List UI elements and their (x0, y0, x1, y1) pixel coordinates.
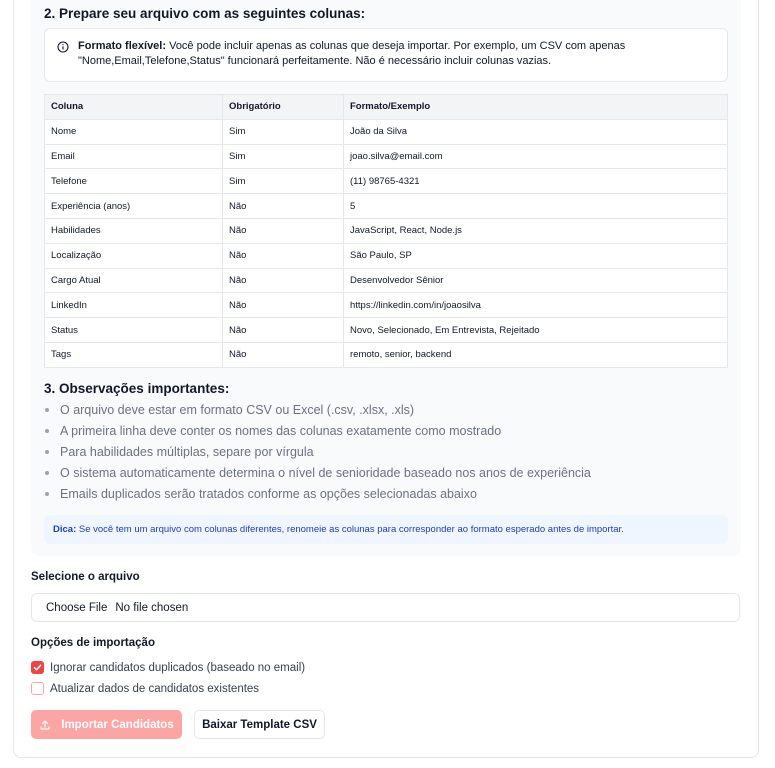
cell-column: Tags (45, 342, 223, 367)
table-row (45, 218, 728, 243)
info-circle-icon (57, 41, 69, 53)
import-button-label: Importar Candidatos (61, 718, 174, 731)
cell-column: Experiência (anos) (45, 194, 223, 219)
notes-list (44, 401, 591, 506)
table-row (45, 194, 728, 219)
cell-required: Não (223, 293, 344, 318)
cell-required: Não (223, 342, 344, 367)
update-existing-checkbox[interactable] (31, 682, 44, 695)
cell-example: joao.silva@email.com (344, 144, 728, 169)
list-item: A primeira linha deve conter os nomes das colunas exatamente como mostrado (44, 422, 591, 443)
cell-required: Sim (223, 169, 344, 194)
update-existing-label: Atualizar dados de candidatos existentes (50, 682, 260, 695)
download-template-button[interactable]: Baixar Template CSV (194, 710, 325, 739)
ignore-duplicates-checkbox[interactable] (31, 661, 44, 674)
cell-example: (11) 98765-4321 (344, 169, 728, 194)
cell-required: Não (223, 218, 344, 243)
header-coluna: Coluna (45, 95, 223, 120)
flexible-format-alert (44, 28, 728, 82)
header-formato: Formato/Exemplo (344, 95, 728, 120)
import-candidates-button[interactable] (31, 710, 182, 739)
cell-example: https://linkedin.com/in/joaosilva (344, 293, 728, 318)
table-row (45, 318, 728, 343)
cell-required: Sim (223, 144, 344, 169)
cell-example: 5 (344, 194, 728, 219)
cell-column: Localização (45, 243, 223, 268)
section-2-title: 2. Prepare seu arquivo com as seguintes colunas: (44, 6, 366, 21)
cell-column: Status (45, 318, 223, 343)
cell-example: Desenvolvedor Sênior (344, 268, 728, 293)
cell-column: Telefone (45, 169, 223, 194)
tip-text: Se você tem um arquivo com colunas diferentes, renomeie as colunas para corresponder ao formato esperado antes de importar. (76, 524, 624, 535)
file-label: Selecione o arquivo (31, 571, 140, 583)
cell-example: São Paulo, SP (344, 243, 728, 268)
check-icon (33, 663, 42, 672)
cell-column: Nome (45, 119, 223, 144)
alert-line-2: "Nome,Email,Telefone,Status" funcionará perfeitamente. Não é necessário incluir colunas vazias. (78, 55, 552, 67)
cell-example: João da Silva (344, 119, 728, 144)
file-status: No file chosen (115, 601, 189, 614)
cell-example: remoto, senior, backend (344, 342, 728, 367)
tip-bold: Dica: (53, 524, 77, 535)
table-row (45, 144, 728, 169)
update-existing-option[interactable] (31, 682, 259, 695)
cell-required: Não (223, 268, 344, 293)
cell-required: Não (223, 243, 344, 268)
cell-required: Não (223, 194, 344, 219)
table-row (45, 342, 728, 367)
ignore-duplicates-option[interactable] (31, 661, 305, 674)
cell-column: Cargo Atual (45, 268, 223, 293)
choose-file-button[interactable]: Choose File (46, 601, 108, 614)
header-obrigatorio: Obrigatório (223, 95, 344, 120)
list-item: O sistema automaticamente determina o nível de senioridade baseado nos anos de experiência (44, 464, 591, 485)
table-row (45, 293, 728, 318)
cell-example: JavaScript, React, Node.js (344, 218, 728, 243)
table-row (45, 119, 728, 144)
table-header-row (45, 95, 728, 120)
cell-column: Email (45, 144, 223, 169)
cell-example: Novo, Selecionado, Em Entrevista, Rejeitado (344, 318, 728, 343)
table-row (45, 243, 728, 268)
alert-text-1: Você pode incluir apenas as colunas que deseja importar. Por exemplo, um CSV com apenas (166, 40, 626, 52)
list-item: Para habilidades múltiplas, separe por vírgula (44, 443, 591, 464)
list-item: O arquivo deve estar em formato CSV ou Excel (.csv, .xlsx, .xls) (44, 401, 591, 422)
cell-required: Não (223, 318, 344, 343)
upload-icon (39, 719, 51, 731)
cell-required: Sim (223, 119, 344, 144)
table-row (45, 268, 728, 293)
options-label: Opções de importação (31, 637, 155, 649)
file-input[interactable] (31, 593, 740, 622)
alert-line-1 (78, 39, 715, 54)
tip-box (44, 515, 728, 544)
alert-bold: Formato flexível: (78, 40, 167, 52)
cell-column: Habilidades (45, 218, 223, 243)
columns-table (44, 94, 728, 368)
list-item: Emails duplicados serão tratados conforme as opções selecionadas abaixo (44, 485, 591, 506)
cell-column: LinkedIn (45, 293, 223, 318)
section-3-title: 3. Observações importantes: (44, 381, 230, 396)
table-row (45, 169, 728, 194)
ignore-duplicates-label: Ignorar candidatos duplicados (baseado no email) (50, 661, 306, 674)
